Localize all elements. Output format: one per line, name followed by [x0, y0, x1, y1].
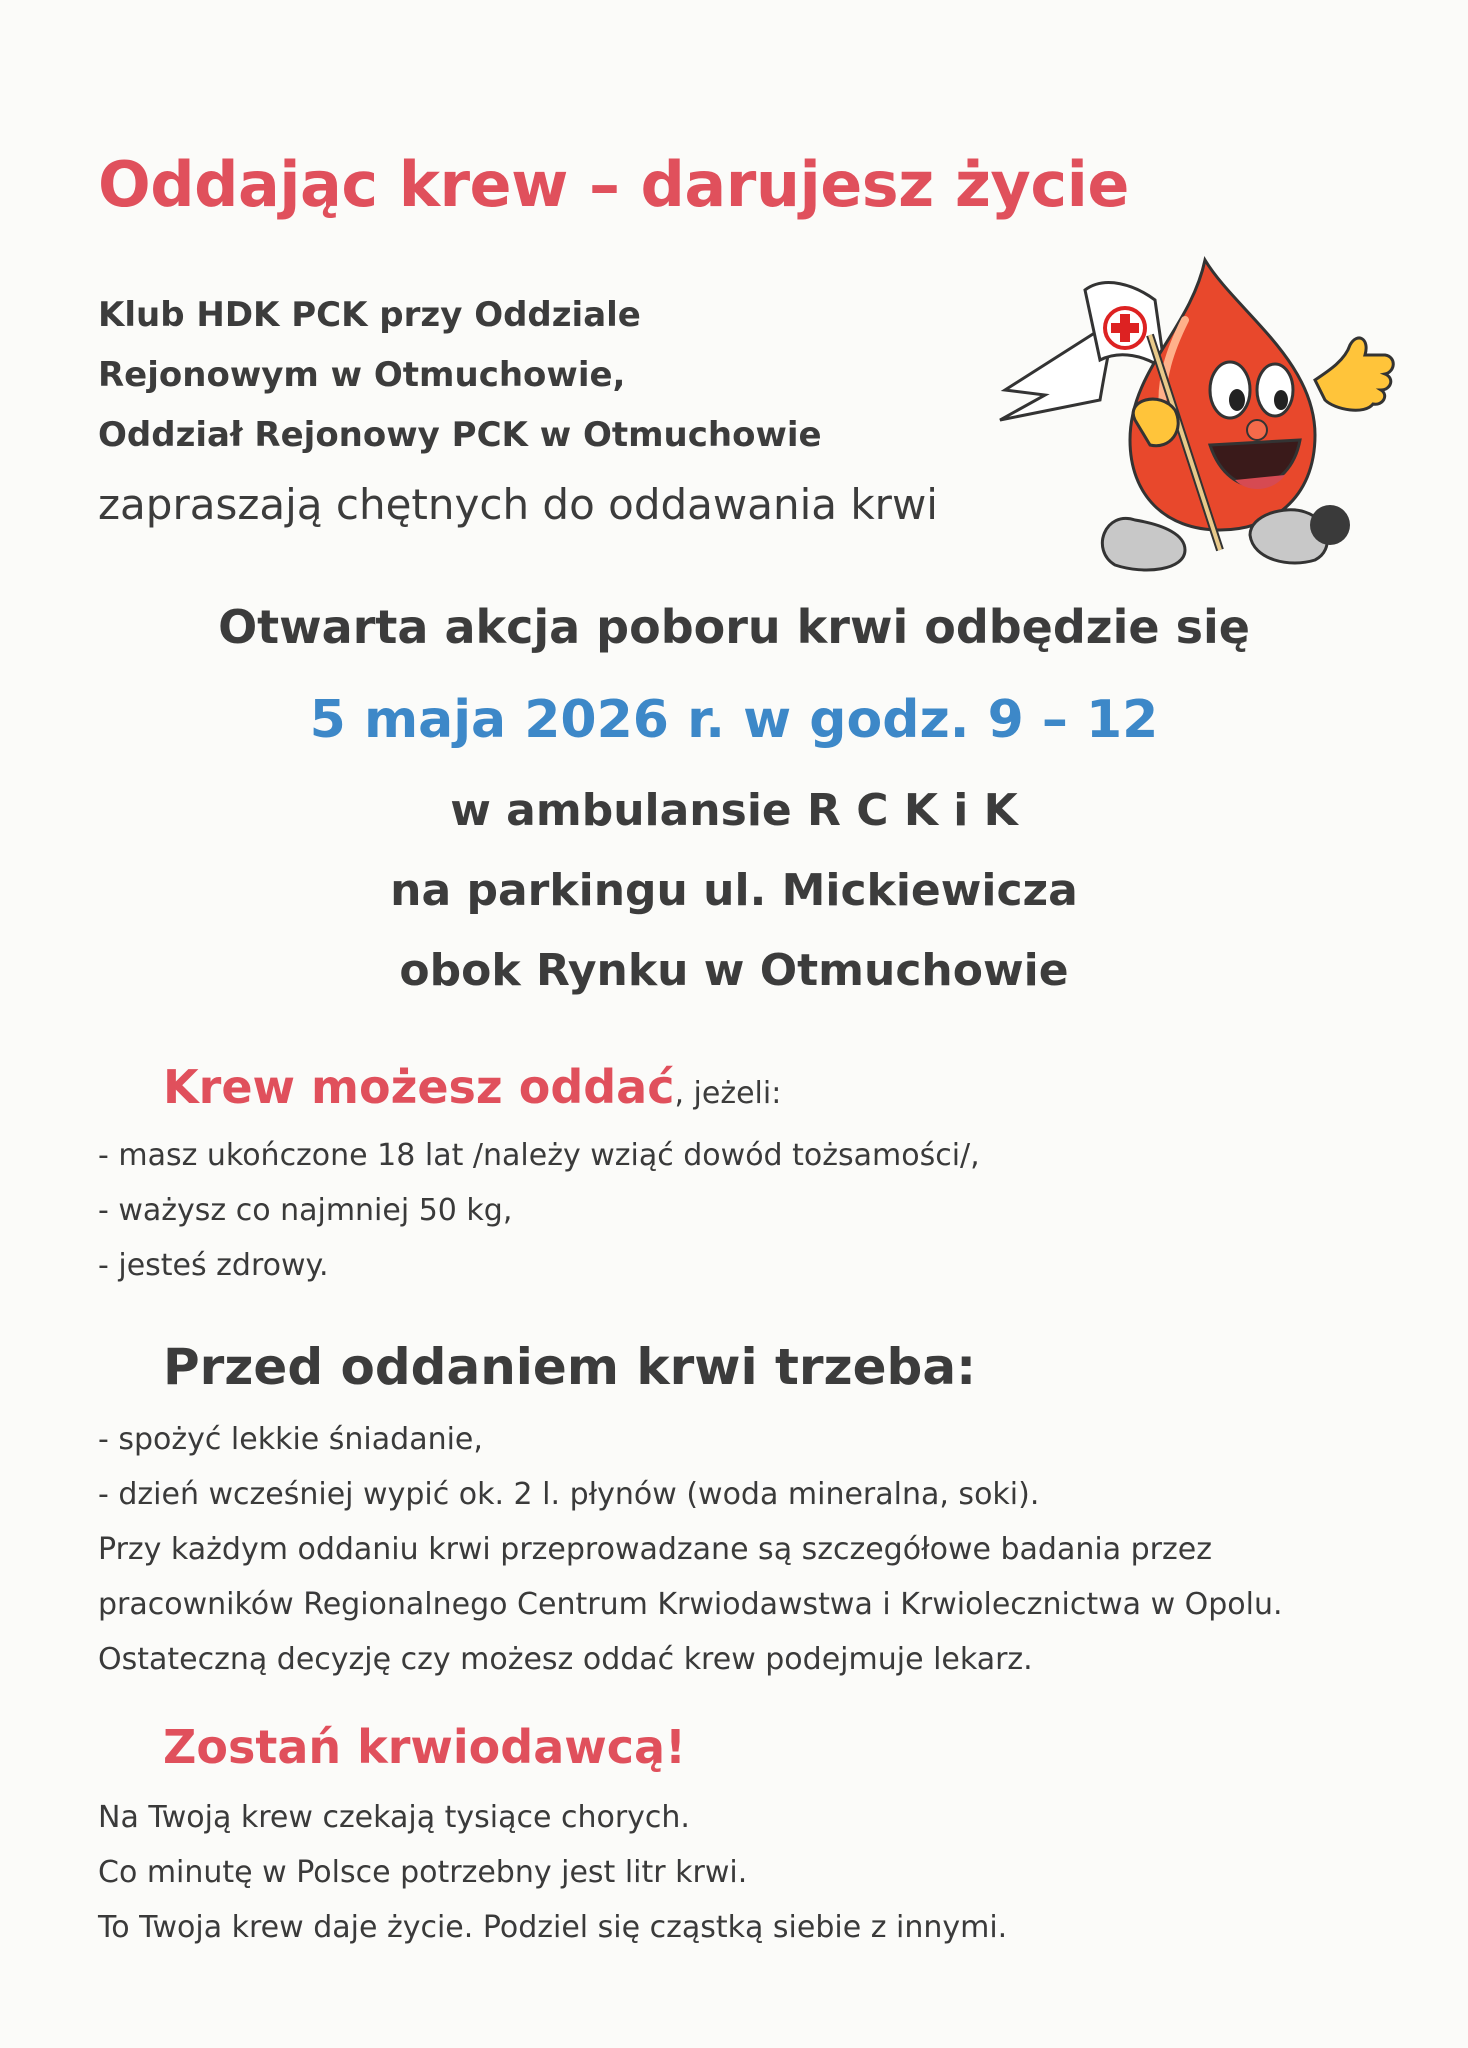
eligibility-title-suffix: , jeżeli: — [674, 1076, 782, 1111]
event-location-line: obok Rynku w Otmuchowie — [399, 945, 1069, 996]
page-title: Oddając krew – darujesz życie — [98, 148, 1129, 221]
invitation-text: zapraszają chętnych do oddawania krwi — [98, 480, 938, 529]
organizer-line: Oddział Rejonowy PCK w Otmuchowie — [98, 415, 822, 455]
event-date-time: 5 maja 2026 r. w godz. 9 – 12 — [309, 690, 1159, 750]
event-location-line: na parkingu ul. Mickiewicza — [390, 865, 1078, 916]
before-donation-note: Przy każdym oddaniu krwi przeprowadzane są szczegółowe badania przez — [98, 1532, 1212, 1567]
organizer-line: Rejonowym w Otmuchowie, — [98, 355, 626, 395]
call-to-action-heading: Zostań krwiodawcą! — [163, 1720, 687, 1774]
blood-drop-mascot-icon — [985, 250, 1445, 580]
eligibility-item: - jesteś zdrowy. — [98, 1248, 329, 1283]
before-donation-note: pracowników Regionalnego Centrum Krwiodawstwa i Krwiolecznictwa w Opolu. — [98, 1587, 1283, 1622]
before-donation-item: - dzień wcześniej wypić ok. 2 l. płynów (woda mineralna, soki). — [98, 1477, 1040, 1512]
eligibility-title: Krew możesz oddać — [163, 1060, 675, 1114]
organizer-line: Klub HDK PCK przy Oddziale — [98, 295, 641, 335]
call-to-action-line: Na Twoją krew czekają tysiące chorych. — [98, 1800, 690, 1835]
before-donation-item: - spożyć lekkie śniadanie, — [98, 1422, 483, 1457]
eligibility-item: - masz ukończone 18 lat /należy wziąć dowód tożsamości/, — [98, 1138, 980, 1173]
event-location-line: w ambulansie R C K i K — [450, 785, 1018, 836]
before-donation-note: Ostateczną decyzję czy możesz oddać krew podejmuje lekarz. — [98, 1642, 1033, 1677]
eligibility-item: - ważysz co najmniej 50 kg, — [98, 1193, 513, 1228]
event-announcement: Otwarta akcja poboru krwi odbędzie się — [218, 600, 1250, 654]
call-to-action-line: To Twoja krew daje życie. Podziel się cząstką siebie z innymi. — [98, 1910, 1008, 1945]
call-to-action-line: Co minutę w Polsce potrzebny jest litr krwi. — [98, 1855, 748, 1890]
before-donation-heading: Przed oddaniem krwi trzeba: — [163, 1338, 977, 1396]
eligibility-heading — [163, 1060, 781, 1114]
